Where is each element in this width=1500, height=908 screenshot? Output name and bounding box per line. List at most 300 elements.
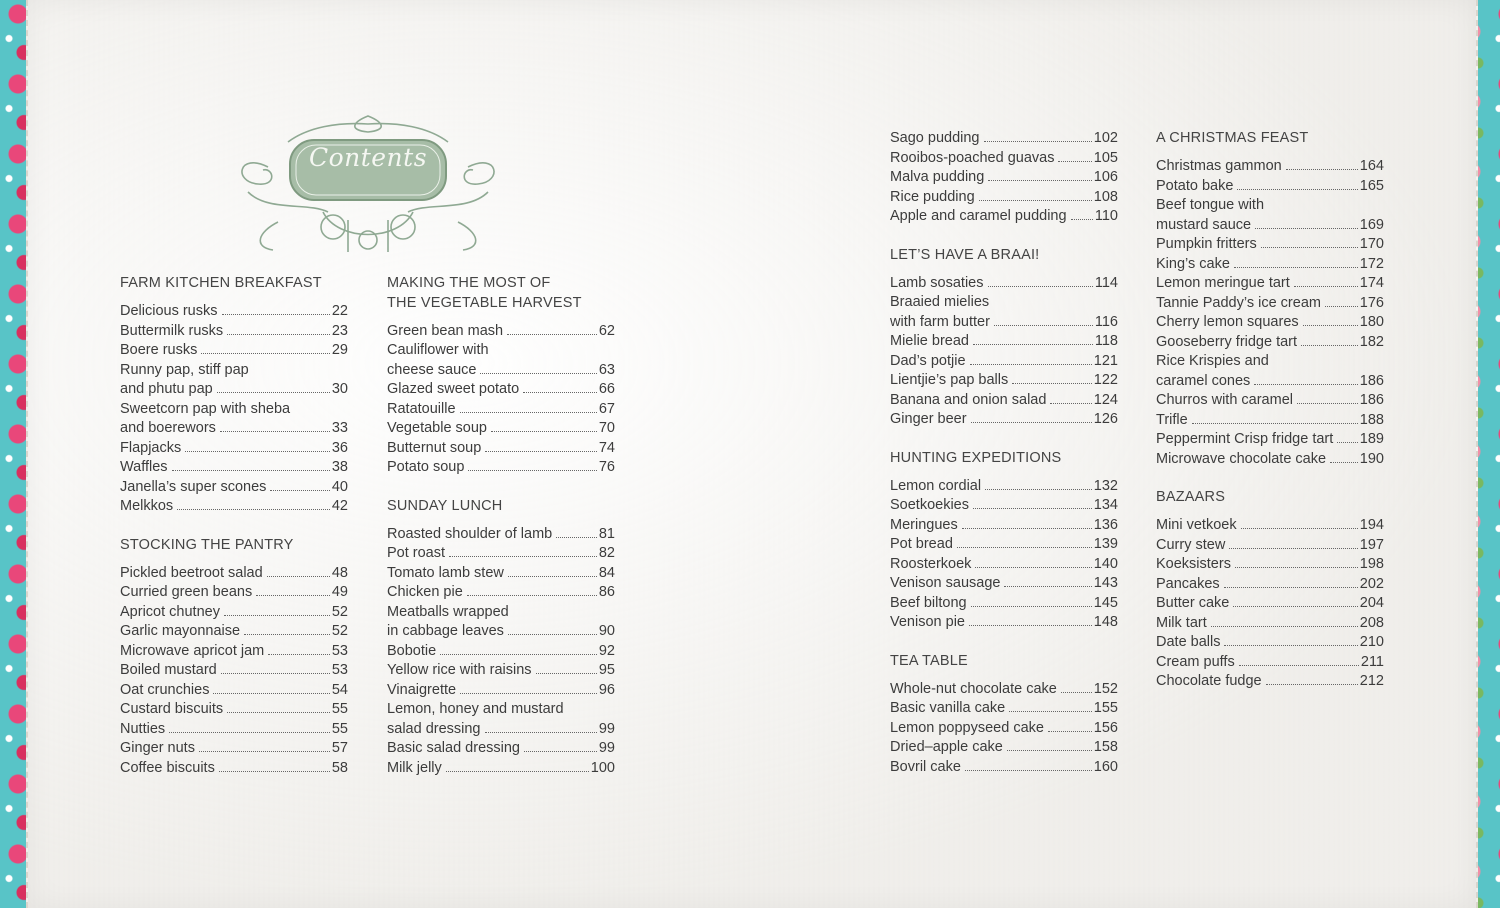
entry-title: Churros with caramel [1156, 392, 1293, 408]
dot-leader [1233, 606, 1357, 607]
entry-title: Microwave chocolate cake [1156, 450, 1327, 467]
toc-entry [890, 371, 1118, 391]
page-number: 114 [1094, 274, 1118, 291]
entry-title: Koeksisters [1156, 556, 1231, 572]
toc-entry [120, 661, 348, 681]
dot-leader [460, 693, 597, 694]
toc-section [890, 449, 1118, 633]
dot-leader [1303, 325, 1358, 326]
page-number: 197 [1359, 536, 1384, 553]
toc-entry [1156, 313, 1384, 333]
toc-entry [387, 759, 615, 779]
dot-leader [1254, 384, 1358, 385]
dot-leader [177, 509, 330, 510]
entry-title: Buttermilk rusks [120, 322, 224, 339]
page-number: 172 [1359, 255, 1384, 272]
entry-title: Sago pudding [890, 130, 980, 146]
dot-leader [221, 673, 330, 674]
page-number: 82 [598, 545, 615, 561]
page-number: 143 [1093, 575, 1118, 591]
dot-leader [244, 634, 330, 635]
dot-leader [556, 537, 597, 538]
entry-title: cheese sauce [387, 361, 477, 378]
page-number: 124 [1093, 391, 1118, 408]
entry-title: Gooseberry fridge tart [1156, 333, 1298, 350]
dot-leader [169, 732, 330, 733]
dot-leader [508, 634, 597, 635]
toc-entry [1156, 157, 1384, 177]
entry-title: Rooibos-poached guavas [890, 149, 1055, 166]
page-number: 165 [1359, 177, 1384, 194]
page-number: 33 [331, 420, 348, 436]
section-heading: LET’S HAVE A BRAAI! [890, 246, 1040, 263]
toc-entry [120, 458, 348, 478]
toc-entry [120, 439, 348, 459]
toc-entry [387, 380, 615, 400]
entry-title: Rice pudding [890, 188, 975, 205]
toc-entry [1156, 633, 1384, 653]
entry-title: Lemon meringue tart [1156, 275, 1290, 291]
dot-leader [1192, 423, 1358, 424]
page-number: 105 [1093, 149, 1118, 166]
toc-entry [387, 400, 615, 420]
contents-ornament [228, 112, 508, 257]
toc-entry [1156, 516, 1384, 536]
dot-leader [485, 451, 597, 452]
dot-leader [491, 431, 597, 432]
dot-leader [467, 595, 597, 596]
page-number: 95 [598, 662, 615, 678]
toc-entry [890, 149, 1118, 169]
entry-title: Pickled beetroot salad [120, 564, 263, 581]
page-number: 140 [1093, 555, 1118, 572]
contents-title: Contents [308, 143, 428, 172]
page-number: 190 [1359, 450, 1384, 467]
toc-entry [387, 458, 615, 478]
entry-title: Cherry lemon squares [1156, 314, 1299, 330]
entry-title: King’s cake [1156, 255, 1230, 272]
toc-entry-line: Braaied mielies [890, 294, 990, 310]
toc-entry [890, 574, 1118, 594]
page-number: 49 [331, 584, 348, 600]
dot-leader [480, 373, 596, 374]
toc-entry [387, 583, 615, 603]
toc-entry [1156, 216, 1384, 236]
dot-leader [1237, 189, 1357, 190]
toc-entry [1156, 672, 1384, 692]
page [26, 0, 1478, 908]
toc-entry [1156, 450, 1384, 470]
section-heading: TEA TABLE [890, 652, 968, 669]
toc-entry [120, 478, 348, 498]
page-number: 81 [598, 525, 615, 542]
entry-title: Dried–apple cake [890, 739, 1003, 755]
entry-title: Banana and onion salad [890, 391, 1047, 408]
toc-entry-line: Lemon, honey and mustard [387, 701, 564, 717]
entry-title: and boerewors [120, 420, 216, 436]
entry-title: Lamb sosaties [890, 274, 984, 291]
toc-entry [890, 332, 1118, 352]
page-number: 84 [598, 564, 615, 581]
toc-entry [890, 391, 1118, 411]
toc-entry [890, 129, 1118, 149]
page-number: 212 [1359, 673, 1384, 689]
toc-entry [387, 322, 615, 342]
toc-entry [890, 274, 1118, 294]
entry-title: Delicious rusks [120, 303, 218, 319]
dot-leader [1007, 750, 1092, 751]
toc-entry [120, 302, 348, 322]
dot-leader [468, 470, 596, 471]
page-number: 57 [331, 740, 348, 756]
dot-leader [440, 654, 597, 655]
page-number: 23 [331, 322, 348, 339]
entry-title: Venison pie [890, 614, 965, 630]
page-number: 180 [1359, 314, 1384, 330]
toc-entry [120, 341, 348, 361]
page-number: 106 [1093, 169, 1118, 185]
toc-entry [120, 322, 348, 342]
dot-leader [201, 353, 329, 354]
dot-leader [1012, 383, 1092, 384]
toc-entry [387, 525, 615, 545]
toc-section [120, 274, 348, 517]
entry-title: Lientjie’s pap balls [890, 372, 1009, 388]
entry-title: Bobotie [387, 642, 437, 659]
page-number: 198 [1359, 556, 1384, 572]
toc-entry [387, 622, 615, 642]
toc-entry [1156, 274, 1384, 294]
entry-title: Lemon poppyseed cake [890, 719, 1044, 736]
toc-entry-line: Sweetcorn pap with sheba [120, 400, 291, 417]
dot-leader [219, 771, 330, 772]
toc-entry [120, 681, 348, 701]
dot-leader [217, 392, 330, 393]
entry-title: Garlic mayonnaise [120, 623, 241, 639]
entry-title: Tannie Paddy’s ice cream [1156, 294, 1321, 311]
toc-entry [1156, 333, 1384, 353]
toc-entry-line: Beef tongue with [1156, 197, 1265, 213]
toc-entry-line: Rice Krispies and [1156, 353, 1269, 369]
entry-title: Ginger nuts [120, 740, 195, 756]
entry-title: Nutties [120, 720, 166, 737]
entry-title: Yellow rice with raisins [387, 662, 532, 678]
dot-leader [962, 528, 1092, 529]
toc-section [890, 129, 1118, 227]
page-number: 99 [598, 740, 615, 756]
page-number: 139 [1093, 536, 1118, 552]
page-number: 102 [1093, 130, 1118, 146]
dot-leader [1224, 587, 1358, 588]
entry-title: Flapjacks [120, 439, 182, 456]
entry-title: Mini vetkoek [1156, 517, 1237, 533]
dot-leader [1234, 267, 1358, 268]
toc-column-1 [120, 274, 348, 797]
page-number: 38 [331, 459, 348, 475]
entry-title: Dad’s potjie [890, 352, 966, 369]
dot-leader [1009, 711, 1092, 712]
toc-entry [890, 168, 1118, 188]
page-number: 52 [331, 623, 348, 639]
page-number: 134 [1093, 497, 1118, 513]
page-number: 189 [1359, 431, 1384, 447]
page-number: 202 [1359, 575, 1384, 592]
toc-entry [1156, 430, 1384, 450]
dot-leader [222, 314, 330, 315]
page-number: 118 [1094, 333, 1118, 349]
dot-leader [1330, 462, 1358, 463]
toc-entry [890, 758, 1118, 778]
page-number: 90 [598, 623, 615, 639]
toc-entry [890, 699, 1118, 719]
section-heading: HUNTING EXPEDITIONS [890, 449, 1062, 466]
dot-leader [1266, 684, 1358, 685]
page-number: 176 [1359, 294, 1384, 311]
toc-entry [890, 738, 1118, 758]
toc-entry [890, 477, 1118, 497]
entry-title: Butternut soup [387, 439, 482, 456]
toc-entry [120, 720, 348, 740]
page-number: 30 [331, 381, 348, 397]
toc-entry [120, 564, 348, 584]
dot-leader [460, 412, 597, 413]
toc-entry [1156, 555, 1384, 575]
entry-title: Boiled mustard [120, 662, 217, 678]
page-number: 155 [1093, 700, 1118, 716]
entry-title: Milk jelly [387, 759, 442, 776]
toc-entry [120, 642, 348, 662]
toc-entry [387, 361, 615, 381]
entry-title: Waffles [120, 459, 168, 475]
entry-title: Pot roast [387, 545, 446, 561]
dot-leader [1241, 528, 1358, 529]
dot-leader [1004, 586, 1091, 587]
entry-title: Basic salad dressing [387, 740, 520, 756]
toc-entry [890, 207, 1118, 227]
entry-title: Bovril cake [890, 758, 961, 775]
toc-entry [387, 544, 615, 564]
toc-entry [1156, 391, 1384, 411]
page-number: 174 [1359, 275, 1384, 291]
dot-leader [985, 489, 1092, 490]
entry-title: Apple and caramel pudding [890, 208, 1067, 224]
page-number: 108 [1093, 188, 1118, 205]
page-number: 96 [598, 681, 615, 698]
toc-entry [1156, 294, 1384, 314]
page-number: 132 [1093, 477, 1118, 494]
page-number: 66 [598, 381, 615, 397]
entry-title: in cabbage leaves [387, 623, 504, 639]
toc-column-4 [1156, 129, 1384, 711]
entry-title: Lemon cordial [890, 477, 982, 494]
entry-title: Trifle [1156, 411, 1188, 428]
page-number: 63 [598, 361, 615, 378]
dot-leader [227, 712, 330, 713]
dot-leader [975, 567, 1091, 568]
dot-leader [1048, 731, 1092, 732]
toc-section [1156, 129, 1384, 469]
toc-entry [890, 535, 1118, 555]
dot-leader [984, 141, 1092, 142]
entry-title: Christmas gammon [1156, 158, 1282, 174]
dot-leader [1297, 403, 1358, 404]
page-number: 55 [331, 701, 348, 717]
section-heading: MAKING THE MOST OF THE VEGETABLE HARVEST [387, 275, 582, 311]
entry-title: mustard sauce [1156, 216, 1252, 233]
toc-entry [120, 419, 348, 439]
dot-leader [523, 392, 597, 393]
entry-title: Pumpkin fritters [1156, 236, 1257, 252]
entry-title: Pot bread [890, 536, 953, 552]
section-heading: FARM KITCHEN BREAKFAST [120, 275, 322, 291]
page-number: 58 [331, 759, 348, 776]
toc-entry [890, 410, 1118, 430]
dot-leader [988, 286, 1093, 287]
page-number: 116 [1094, 313, 1118, 330]
entry-title: Venison sausage [890, 575, 1001, 591]
dot-leader [220, 431, 330, 432]
entry-title: Whole-nut chocolate cake [890, 680, 1057, 697]
dot-leader [970, 364, 1092, 365]
toc-entry [1156, 653, 1384, 673]
toc-entry [120, 603, 348, 623]
entry-title: Apricot chutney [120, 603, 220, 620]
section-heading: SUNDAY LUNCH [387, 497, 503, 514]
page-number: 54 [331, 681, 348, 698]
toc-entry-line: Cauliflower with [387, 342, 489, 358]
page-number: 158 [1093, 739, 1118, 755]
toc-entry [890, 352, 1118, 372]
page-number: 67 [598, 400, 615, 417]
dot-leader [524, 751, 597, 752]
page-number: 76 [598, 459, 615, 475]
entry-title: Green bean mash [387, 322, 504, 339]
page-number: 156 [1093, 719, 1118, 736]
entry-title: Malva pudding [890, 169, 985, 185]
toc-entry [387, 419, 615, 439]
dot-leader [1050, 403, 1091, 404]
entry-title: Curry stew [1156, 536, 1226, 553]
section-heading: A CHRISTMAS FEAST [1156, 130, 1309, 146]
page-number: 53 [331, 662, 348, 678]
entry-title: Peppermint Crisp fridge tart [1156, 431, 1334, 447]
toc-entry [120, 497, 348, 517]
page-number: 36 [331, 439, 348, 456]
toc-entry [387, 439, 615, 459]
entry-title: Chocolate fudge [1156, 673, 1262, 689]
dot-leader [1301, 345, 1358, 346]
toc-entry [890, 516, 1118, 536]
toc-section [387, 274, 615, 478]
dot-leader [1286, 169, 1358, 170]
dot-leader [1224, 645, 1357, 646]
page-number: 145 [1093, 594, 1118, 611]
dot-leader [227, 334, 330, 335]
toc-entry [387, 739, 615, 759]
dot-leader [224, 615, 330, 616]
page-number: 48 [331, 564, 348, 581]
dot-leader [971, 606, 1092, 607]
entry-title: Vinaigrette [387, 681, 457, 698]
dot-leader [988, 180, 1091, 181]
entry-title: caramel cones [1156, 372, 1251, 389]
dot-leader [507, 334, 597, 335]
entry-title: and phutu pap [120, 381, 213, 397]
toc-entry [890, 680, 1118, 700]
page-number: 55 [331, 720, 348, 737]
toc-entry [1156, 177, 1384, 197]
page-number: 122 [1093, 372, 1118, 388]
entry-title: with farm butter [890, 313, 990, 330]
dot-leader [973, 508, 1092, 509]
dot-leader [1211, 626, 1358, 627]
entry-title: Potato soup [387, 459, 465, 475]
page-number: 42 [331, 498, 348, 514]
entry-title: Ratatouille [387, 400, 456, 417]
entry-title: Meringues [890, 516, 958, 533]
page-number: 53 [331, 642, 348, 659]
toc-section [1156, 488, 1384, 692]
page-number: 169 [1359, 216, 1384, 233]
page-number: 92 [598, 642, 615, 659]
entry-title: Milk tart [1156, 614, 1207, 631]
toc-entry [120, 583, 348, 603]
entry-title: Vegetable soup [387, 420, 487, 436]
entry-title: Custard biscuits [120, 701, 224, 717]
toc-entry [1156, 594, 1384, 614]
toc-entry [387, 564, 615, 584]
toc-entry [890, 313, 1118, 333]
entry-title: Butter cake [1156, 595, 1230, 611]
toc-entry [890, 613, 1118, 633]
toc-entry [1156, 235, 1384, 255]
toc-section [890, 246, 1118, 430]
entry-title: Janella’s super scones [120, 478, 267, 495]
toc-column-2 [387, 274, 615, 797]
page-number: 188 [1359, 411, 1384, 428]
dot-leader [1058, 161, 1091, 162]
entry-title: Pancakes [1156, 575, 1220, 592]
entry-title: Mielie bread [890, 333, 969, 349]
dot-leader [199, 751, 330, 752]
entry-title: Cream puffs [1156, 653, 1235, 670]
dot-leader [1071, 219, 1093, 220]
entry-title: Ginger beer [890, 411, 967, 427]
page-number: 29 [331, 342, 348, 358]
toc-entry [120, 759, 348, 779]
entry-title: Soetkoekies [890, 497, 969, 513]
page-number: 86 [598, 584, 615, 600]
page-number: 160 [1093, 758, 1118, 775]
dot-leader [270, 490, 329, 491]
toc-entry [1156, 255, 1384, 275]
entry-title: Glazed sweet potato [387, 381, 520, 397]
page-number: 152 [1093, 680, 1118, 697]
dot-leader [256, 595, 330, 596]
toc-entry [387, 642, 615, 662]
page-number: 194 [1359, 517, 1384, 533]
entry-title: Tomato lamb stew [387, 564, 504, 581]
dot-leader [1325, 306, 1358, 307]
dot-leader [969, 625, 1092, 626]
toc-entry [890, 555, 1118, 575]
toc-section [120, 536, 348, 779]
toc-column-3 [890, 129, 1118, 796]
entry-title: Curried green beans [120, 584, 253, 600]
dot-leader [1061, 692, 1092, 693]
page-number: 70 [598, 420, 615, 436]
entry-title: Microwave apricot jam [120, 642, 265, 659]
